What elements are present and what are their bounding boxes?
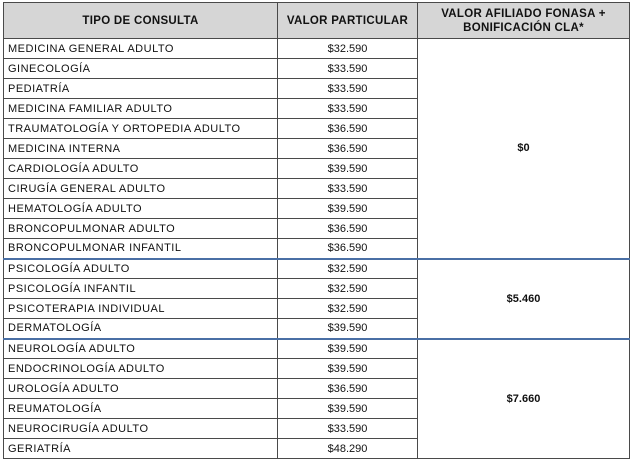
private-price: $33.590 xyxy=(278,99,418,119)
consultation-name: HEMATOLOGÍA ADULTO xyxy=(4,199,278,219)
private-price: $39.590 xyxy=(278,159,418,179)
header-fonasa-line1: VALOR AFILIADO FONASA + xyxy=(441,7,606,20)
consultation-name: MEDICINA INTERNA xyxy=(4,139,278,159)
consultation-name: PSICOLOGÍA ADULTO xyxy=(4,259,278,279)
fonasa-group-value: $7.660 xyxy=(418,339,630,459)
private-price: $33.590 xyxy=(278,179,418,199)
price-table xyxy=(3,2,630,459)
header-consultation-type: TIPO DE CONSULTA xyxy=(4,3,278,39)
consultation-name: CIRUGÍA GENERAL ADULTO xyxy=(4,179,278,199)
table-header xyxy=(4,3,630,39)
consultation-name: DERMATOLOGÍA xyxy=(4,319,278,339)
consultation-name: GINECOLOGÍA xyxy=(4,59,278,79)
consultation-name: BRONCOPULMONAR ADULTO xyxy=(4,219,278,239)
table-body xyxy=(4,39,630,459)
consultation-name: GERIATRÍA xyxy=(4,439,278,459)
fonasa-group-value: $5.460 xyxy=(418,259,630,339)
private-price: $36.590 xyxy=(278,119,418,139)
private-price: $32.590 xyxy=(278,279,418,299)
private-price: $33.590 xyxy=(278,79,418,99)
table-row xyxy=(4,339,630,359)
private-price: $36.590 xyxy=(278,219,418,239)
header-private-value: VALOR PARTICULAR xyxy=(278,3,418,39)
header-fonasa-value xyxy=(418,3,630,39)
fonasa-group-value: $0 xyxy=(418,39,630,259)
header-fonasa-line2: BONIFICACIÓN CLA* xyxy=(463,21,584,34)
private-price: $39.590 xyxy=(278,359,418,379)
consultation-name: PEDIATRÍA xyxy=(4,79,278,99)
private-price: $39.590 xyxy=(278,199,418,219)
private-price: $36.590 xyxy=(278,139,418,159)
consultation-name: UROLOGÍA ADULTO xyxy=(4,379,278,399)
private-price: $32.590 xyxy=(278,39,418,59)
consultation-name: MEDICINA FAMILIAR ADULTO xyxy=(4,99,278,119)
private-price: $39.590 xyxy=(278,339,418,359)
consultation-name: REUMATOLOGÍA xyxy=(4,399,278,419)
consultation-name: NEUROLOGÍA ADULTO xyxy=(4,339,278,359)
table-row xyxy=(4,259,630,279)
consultation-name: ENDOCRINOLOGÍA ADULTO xyxy=(4,359,278,379)
private-price: $32.590 xyxy=(278,259,418,279)
private-price: $36.590 xyxy=(278,379,418,399)
private-price: $32.590 xyxy=(278,299,418,319)
consultation-name: CARDIOLOGÍA ADULTO xyxy=(4,159,278,179)
consultation-name: TRAUMATOLOGÍA Y ORTOPEDIA ADULTO xyxy=(4,119,278,139)
private-price: $33.590 xyxy=(278,59,418,79)
consultation-name: BRONCOPULMONAR INFANTIL xyxy=(4,239,278,259)
private-price: $48.290 xyxy=(278,439,418,459)
consultation-name: NEUROCIRUGÍA ADULTO xyxy=(4,419,278,439)
table-row xyxy=(4,39,630,59)
consultation-name: PSICOLOGÍA INFANTIL xyxy=(4,279,278,299)
private-price: $39.590 xyxy=(278,399,418,419)
private-price: $36.590 xyxy=(278,239,418,259)
private-price: $39.590 xyxy=(278,319,418,339)
private-price: $33.590 xyxy=(278,419,418,439)
consultation-name: MEDICINA GENERAL ADULTO xyxy=(4,39,278,59)
consultation-name: PSICOTERAPIA INDIVIDUAL xyxy=(4,299,278,319)
header-row xyxy=(4,3,630,39)
